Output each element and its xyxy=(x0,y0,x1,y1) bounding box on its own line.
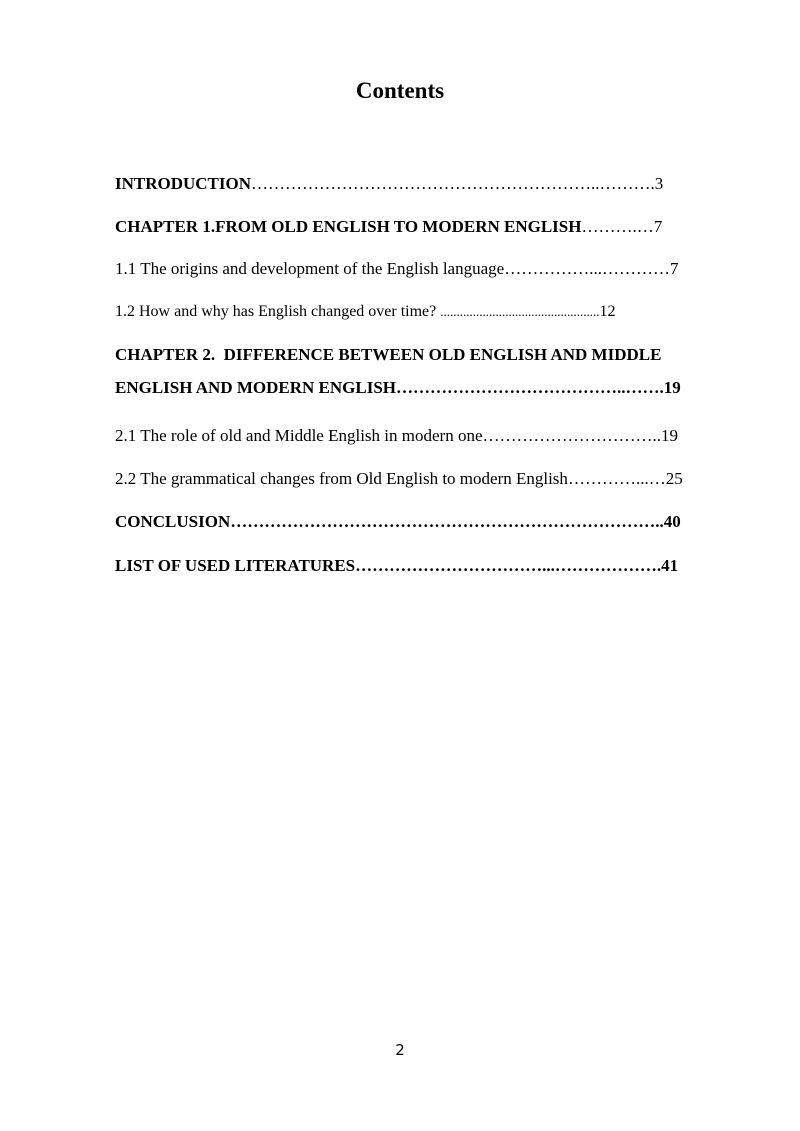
page-number: 2 xyxy=(395,1041,405,1059)
contents-title: Contents xyxy=(355,78,445,103)
toc-entry-label: CHAPTER 1.FROM OLD ENGLISH TO MODERN ENGLISH xyxy=(115,217,582,236)
toc-entry-label: CHAPTER 2. DIFFERENCE BETWEEN OLD ENGLISH AND MIDDLE xyxy=(115,345,662,364)
toc-leader: ……………………………...………………. xyxy=(355,556,662,575)
toc-entry-literature[interactable] xyxy=(115,555,678,577)
toc-page-number: 12 xyxy=(599,303,616,320)
toc-entry-label: 2.1 The role of old and Middle English in modern one xyxy=(115,426,483,445)
toc-leader: ………………………………………………………………….. xyxy=(230,512,664,531)
toc-page-number: 7 xyxy=(669,259,679,278)
toc-entry-label: 1.2 How and why has English changed over time? xyxy=(115,303,441,320)
toc-entry-1-1[interactable] xyxy=(115,258,678,280)
toc-entry-label: CONCLUSION xyxy=(115,512,231,531)
toc-entry-label: INTRODUCTION xyxy=(115,174,252,193)
toc-leader: …………………………………..……. xyxy=(396,378,664,397)
toc-leader: …………...… xyxy=(567,469,666,488)
toc-leader: ................................................. xyxy=(440,304,600,319)
toc-entry-2-1[interactable] xyxy=(115,425,678,447)
toc-entry-introduction[interactable] xyxy=(115,173,663,195)
toc-entry-chapter-2-line-1[interactable] xyxy=(115,344,661,366)
toc-page-number: 3 xyxy=(654,174,664,193)
toc-entry-label: LIST OF USED LITERATURES xyxy=(115,556,356,575)
toc-page-number: 19 xyxy=(663,378,681,397)
toc-page-number: 41 xyxy=(661,556,679,575)
toc-page-number: 40 xyxy=(663,512,681,531)
toc-entry-1-2[interactable] xyxy=(115,301,616,323)
toc-leader: ……….… xyxy=(581,217,654,236)
toc-entry-chapter-1[interactable] xyxy=(115,216,662,238)
toc-entry-label: ENGLISH AND MODERN ENGLISH xyxy=(115,378,397,397)
toc-page-number: 25 xyxy=(665,469,683,488)
toc-leader: ……………...………… xyxy=(504,259,670,278)
toc-leader: ………………………….. xyxy=(482,426,661,445)
toc-entry-conclusion[interactable] xyxy=(115,511,681,533)
toc-entry-label: 1.1 The origins and development of the English language xyxy=(115,259,505,278)
toc-entry-chapter-2-line-2[interactable] xyxy=(115,377,681,399)
toc-entry-2-2[interactable] xyxy=(115,468,683,490)
toc-page-number: 19 xyxy=(660,426,678,445)
toc-leader: ……………………………………………………..………. xyxy=(251,174,655,193)
toc-entry-label: 2.2 The grammatical changes from Old English to modern English xyxy=(115,469,568,488)
toc-page-number: 7 xyxy=(653,217,663,236)
